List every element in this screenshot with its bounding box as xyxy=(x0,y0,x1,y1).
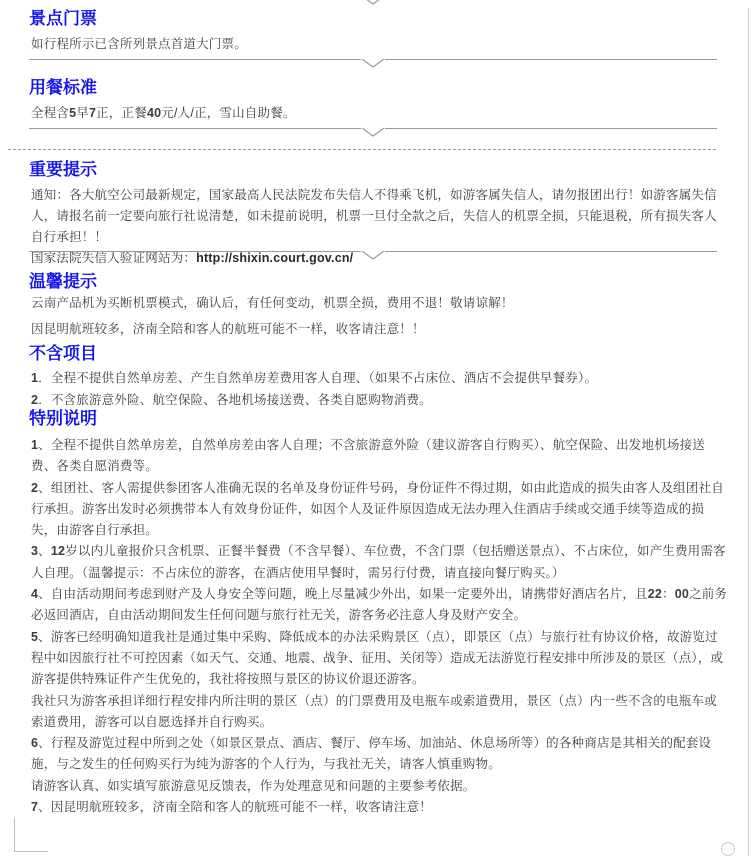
excluded-item: 2．不含旅游意外险、航空保险、各地机场接送费、各类自愿购物消费。 xyxy=(31,393,432,407)
section-special-instructions xyxy=(29,409,729,818)
special-instruction-paragraph: 1、全程不提供自然单房差，自然单房差由客人自理；不含旅游意外险（建议游客自行购买）、航空保险、出发地机场接送费、各类自愿消费等。 xyxy=(31,438,706,474)
section-divider xyxy=(29,251,717,262)
section-title-scenic-tickets: 景点门票 xyxy=(29,9,97,28)
special-instruction-paragraph: 4、自由活动期间考虑到财产及人身安全等问题，晚上尽量减少外出，如果一定要外出，请携带好酒店名片，且22：00之前务必返回酒店，自由活动期间发生任何问题与旅行社无关，游客务必注意人身及财产安全。 xyxy=(31,587,728,623)
scenic-tickets-text: 如行程所示已含所列景点首道大门票。 xyxy=(31,37,247,51)
section-divider xyxy=(29,59,717,70)
credit-check-site-label: 国家法院失信人验证网站为： xyxy=(31,251,197,265)
important-notice-text: 通知：各大航空公司最新规定，国家最高人民法院发布失信人不得乘飞机，如游客属失信人，请勿报团出行！如游客属失信人，请报名前一定要向旅行社说清楚，如未提前说明，机票一旦付全款之后，失信人的机票全损，只能退税，所有损失客人自行承担！！ xyxy=(31,188,717,244)
dashed-separator xyxy=(8,149,716,150)
special-instruction-paragraph: 2、组团社、客人需提供参团客人准确无误的名单及身份证件号码，身份证件不得过期，如由此造成的损失由客人及组团社自行承担。游客出发时必须携带本人有效身份证件，如因个人及证件原因造成无法办理入住酒店手续或交通手续等造成的损失，由游客自行承担。 xyxy=(31,480,724,538)
special-instruction-paragraph: 6、行程及游览过程中所到之处（如景区景点、酒店、餐厅、停车场、加油站、休息场所等）的各种商店是其相关的配套设施，与之发生的任何购买行为纯为游客的个人行为，与我社无关，请客人慎重购物。 xyxy=(31,736,712,772)
excluded-item: 1．全程不提供自然单房差、产生自然单房差费用客人自理、（如果不占床位、酒店不会提供早餐券）。 xyxy=(31,371,598,385)
section-title-important-notice: 重要提示 xyxy=(29,160,97,179)
warm-tip-line: 因昆明航班较多，济南全陪和客人的航班可能不一样，收客请注意！！ xyxy=(31,322,425,336)
section-title-excluded-items: 不含项目 xyxy=(29,344,97,363)
circle-button[interactable] xyxy=(721,842,735,856)
section-title-warm-tips: 温馨提示 xyxy=(29,272,97,291)
section-divider xyxy=(29,128,717,139)
page-edge-line xyxy=(748,8,749,856)
section-dining-standard xyxy=(29,78,729,124)
chevron-down-icon xyxy=(361,251,385,261)
chevron-down-icon xyxy=(361,0,385,3)
chevron-down-icon xyxy=(361,128,385,138)
dining-standard-text: 全程含5早7正，正餐40元/人/正，雪山自助餐。 xyxy=(31,106,296,120)
chevron-down-icon xyxy=(361,59,385,69)
special-instruction-paragraph: 我社只为游客承担详细行程安排内所注明的景区（点）的门票费用及电瓶车或索道费用，景区（点）内一些不含的电瓶车或索道费用，游客可以自愿选择并自行购买。 xyxy=(31,693,717,729)
section-title-dining-standard: 用餐标准 xyxy=(29,78,97,97)
border-corner-fragment xyxy=(14,818,48,852)
special-instruction-paragraph: 3、12岁以内儿童报价只含机票、正餐半餐费（不含早餐）、车位费，不含门票（包括赠送景点）、不占床位，如产生费用需客人自理。（温馨提示：不占床位的游客，在酒店使用早餐时，需另行付费，请直接向餐厅购买。） xyxy=(31,544,726,580)
section-warm-tips xyxy=(29,272,729,338)
special-instruction-paragraph: 7、因昆明航班较多，济南全陪和客人的航班可能不一样，收客请注意！ xyxy=(31,800,432,815)
warm-tip-line: 云南产品机为买断机票模式，确认后，有任何变动，机票全损，费用不退！敬请谅解！ xyxy=(31,296,514,310)
credit-check-site-url: http://shixin.court.gov.cn/ xyxy=(196,251,354,265)
section-title-special-instructions: 特别说明 xyxy=(29,409,97,428)
section-scenic-tickets xyxy=(29,9,729,55)
special-instruction-paragraph: 5、游客已经明确知道我社是通过集中采购、降低成本的办法采购景区（点），即景区（点）与旅行社有协议价格，故游览过程中如因旅行社不可控因素（如天气、交通、地震、战争、征用、关闭等）造成无法游览行程安排中所涉及的景区（点），或游客提供特殊证件产生优免的，我社将按照与景区的协议价退还游客。 xyxy=(31,629,724,687)
section-excluded-items xyxy=(29,344,729,411)
special-instruction-paragraph: 请游客认真、如实填写旅游意见反馈表，作为处理意见和问题的主要参考依据。 xyxy=(31,778,476,793)
